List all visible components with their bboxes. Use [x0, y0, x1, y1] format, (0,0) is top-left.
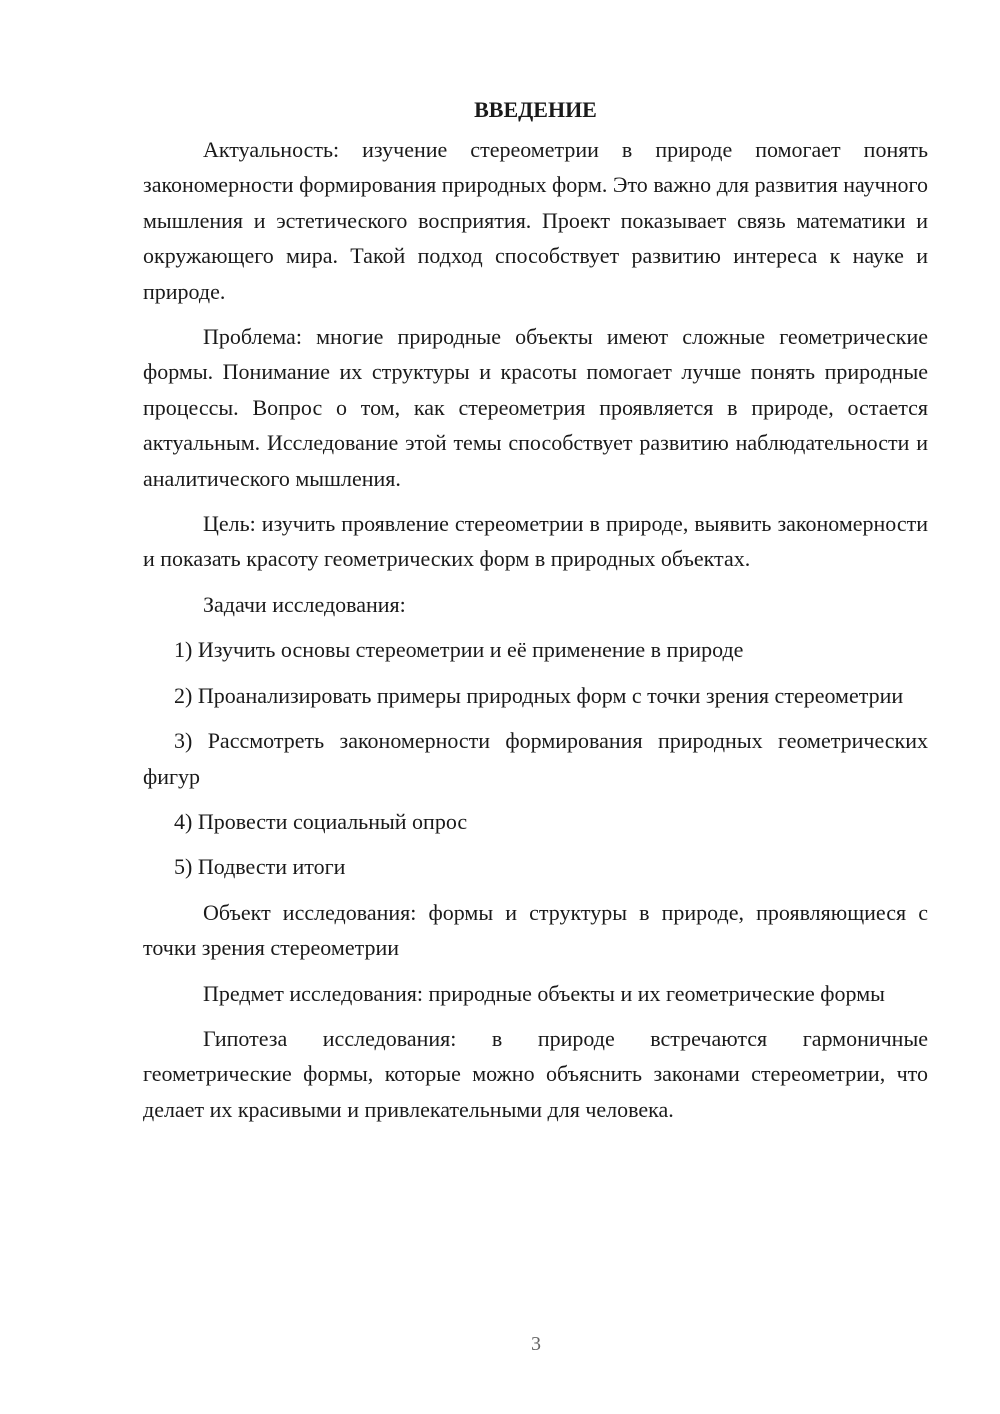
problem-paragraph: Проблема: многие природные объекты имеют сложные геометрические формы. Понимание их структуры и красоты помогает лучше понять природные процессы. Вопрос о том, как стереометрия проявляется в природе, остается актуальным. Исследование этой темы способствует развитию наблюдательности и аналитического мышления.: [143, 324, 928, 491]
task-item-4: 4) Провести социальный опрос: [174, 808, 468, 834]
page-number: 3: [531, 1333, 541, 1355]
tasks-heading: Задачи исследования:: [203, 591, 406, 617]
document-page: [143, 92, 928, 1127]
object-paragraph: Объект исследования: формы и структуры в природе, проявляющиеся с точки зрения стереометрии: [143, 899, 928, 961]
subject-paragraph: Предмет исследования: природные объекты и их геометрические формы: [203, 980, 885, 1006]
task-item-3: 3) Рассмотреть закономерности формирования природных геометрических фигур: [143, 728, 928, 789]
task-item-1: 1) Изучить основы стереометрии и её применение в природе: [174, 637, 744, 663]
goal-paragraph: Цель: изучить проявление стереометрии в природе, выявить закономерности и показать красоту геометрических форм в природных объектах.: [143, 511, 928, 572]
relevance-paragraph: Актуальность: изучение стереометрии в природе помогает понять закономерности формирования природных форм. Это важно для развития научного мышления и эстетического восприятия. Проект показывает связь математики и окружающего мира. Такой подход способствует развитию интереса к науке и природе.: [143, 137, 928, 304]
page-title: ВВЕДЕНИЕ: [474, 97, 597, 122]
task-item-5: 5) Подвести итоги: [174, 854, 346, 880]
task-item-2: 2) Проанализировать примеры природных форм с точки зрения стереометрии: [174, 682, 904, 708]
hypothesis-paragraph: Гипотеза исследования: в природе встречаются гармоничные геометрические формы, которые можно объяснить законами стереометрии, что делает их красивыми и привлекательными для человека.: [143, 1025, 928, 1122]
